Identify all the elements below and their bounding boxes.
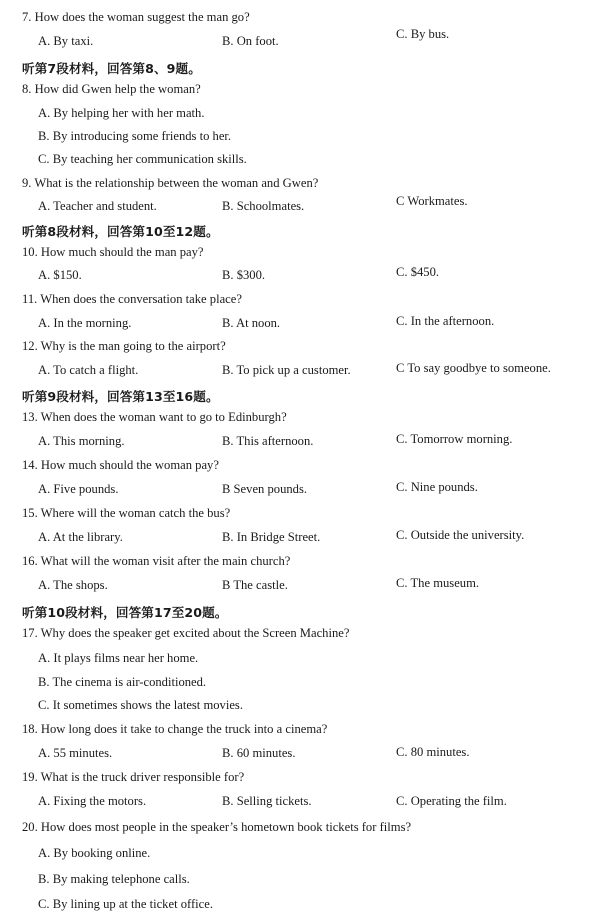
q7-option-c: C. By bus. — [396, 27, 450, 41]
q11-option-c: C. In the afternoon. — [396, 314, 495, 328]
q20-option-b: B. By making telephone calls. — [38, 872, 190, 886]
q9-option-c: C Workmates. — [396, 194, 468, 208]
section-heading-13-16: 听第9段材料，回答第13至16题。 — [22, 389, 219, 404]
section-heading-17-20: 听第10段材料，回答第17至20题。 — [22, 605, 228, 620]
q14-option-b: B Seven pounds. — [222, 482, 308, 496]
section-heading-8-9: 听第7段材料，回答第8、9题。 — [22, 61, 201, 76]
q13-option-c: C. Tomorrow morning. — [396, 432, 513, 446]
q18-option-a: A. 55 minutes. — [38, 746, 113, 760]
question-16: 16. What will the woman visit after the main church? — [22, 554, 291, 568]
question-15: 15. Where will the woman catch the bus? — [22, 506, 231, 520]
q19-option-a: A. Fixing the motors. — [38, 794, 147, 808]
q19-option-b: B. Selling tickets. — [222, 794, 312, 808]
question-14: 14. How much should the woman pay? — [22, 458, 219, 472]
q18-option-b: B. 60 minutes. — [222, 746, 296, 760]
q9-option-b: B. Schoolmates. — [222, 199, 305, 213]
q11-option-b: B. At noon. — [222, 316, 281, 330]
question-10: 10. How much should the man pay? — [22, 245, 204, 259]
q10-option-c: C. $450. — [396, 265, 440, 279]
q14-option-c: C. Nine pounds. — [396, 480, 478, 494]
q8-option-b: B. By introducing some friends to her. — [38, 129, 232, 143]
question-9: 9. What is the relationship between the woman and Gwen? — [22, 176, 319, 190]
q8-option-c: C. By teaching her communication skills. — [38, 152, 247, 166]
q12-option-c: C To say goodbye to someone. — [396, 361, 551, 375]
question-20: 20. How does most people in the speaker’s hometown book tickets for films? — [22, 820, 412, 834]
q8-option-a: A. By helping her with her math. — [38, 106, 205, 120]
q20-option-c: C. By lining up at the ticket office. — [38, 897, 213, 911]
question-12: 12. Why is the man going to the airport? — [22, 339, 226, 353]
q9-option-a: A. Teacher and student. — [38, 199, 157, 213]
q13-option-a: A. This morning. — [38, 434, 125, 448]
q19-option-c: C. Operating the film. — [396, 794, 507, 808]
question-7: 7. How does the woman suggest the man go? — [22, 10, 250, 24]
q13-option-b: B. This afternoon. — [222, 434, 314, 448]
q11-option-a: A. In the morning. — [38, 316, 132, 330]
q18-option-c: C. 80 minutes. — [396, 745, 470, 759]
section-heading-10-12: 听第8段材料，回答第10至12题。 — [22, 224, 219, 239]
q7-option-b: B. On foot. — [222, 34, 279, 48]
q10-option-b: B. $300. — [222, 268, 266, 282]
question-18: 18. How long does it take to change the truck into a cinema? — [22, 722, 328, 736]
question-17: 17. Why does the speaker get excited about the Screen Machine? — [22, 626, 350, 640]
q12-option-a: A. To catch a flight. — [38, 363, 139, 377]
q14-option-a: A. Five pounds. — [38, 482, 119, 496]
question-13: 13. When does the woman want to go to Edinburgh? — [22, 410, 287, 424]
q17-option-a: A. It plays films near her home. — [38, 651, 199, 665]
q15-option-b: B. In Bridge Street. — [222, 530, 321, 544]
q7-option-a: A. By taxi. — [38, 34, 94, 48]
q16-option-c: C. The museum. — [396, 576, 480, 590]
q15-option-a: A. At the library. — [38, 530, 123, 544]
q16-option-a: A. The shops. — [38, 578, 108, 592]
question-11: 11. When does the conversation take place? — [22, 292, 242, 306]
q10-option-a: A. $150. — [38, 268, 82, 282]
question-8: 8. How did Gwen help the woman? — [22, 82, 201, 96]
q20-option-a: A. By booking online. — [38, 846, 151, 860]
q12-option-b: B. To pick up a customer. — [222, 363, 351, 377]
q15-option-c: C. Outside the university. — [396, 528, 525, 542]
question-19: 19. What is the truck driver responsible for? — [22, 770, 245, 784]
q17-option-c: C. It sometimes shows the latest movies. — [38, 698, 243, 712]
q17-option-b: B. The cinema is air-conditioned. — [38, 675, 207, 689]
q16-option-b: B The castle. — [222, 578, 288, 592]
